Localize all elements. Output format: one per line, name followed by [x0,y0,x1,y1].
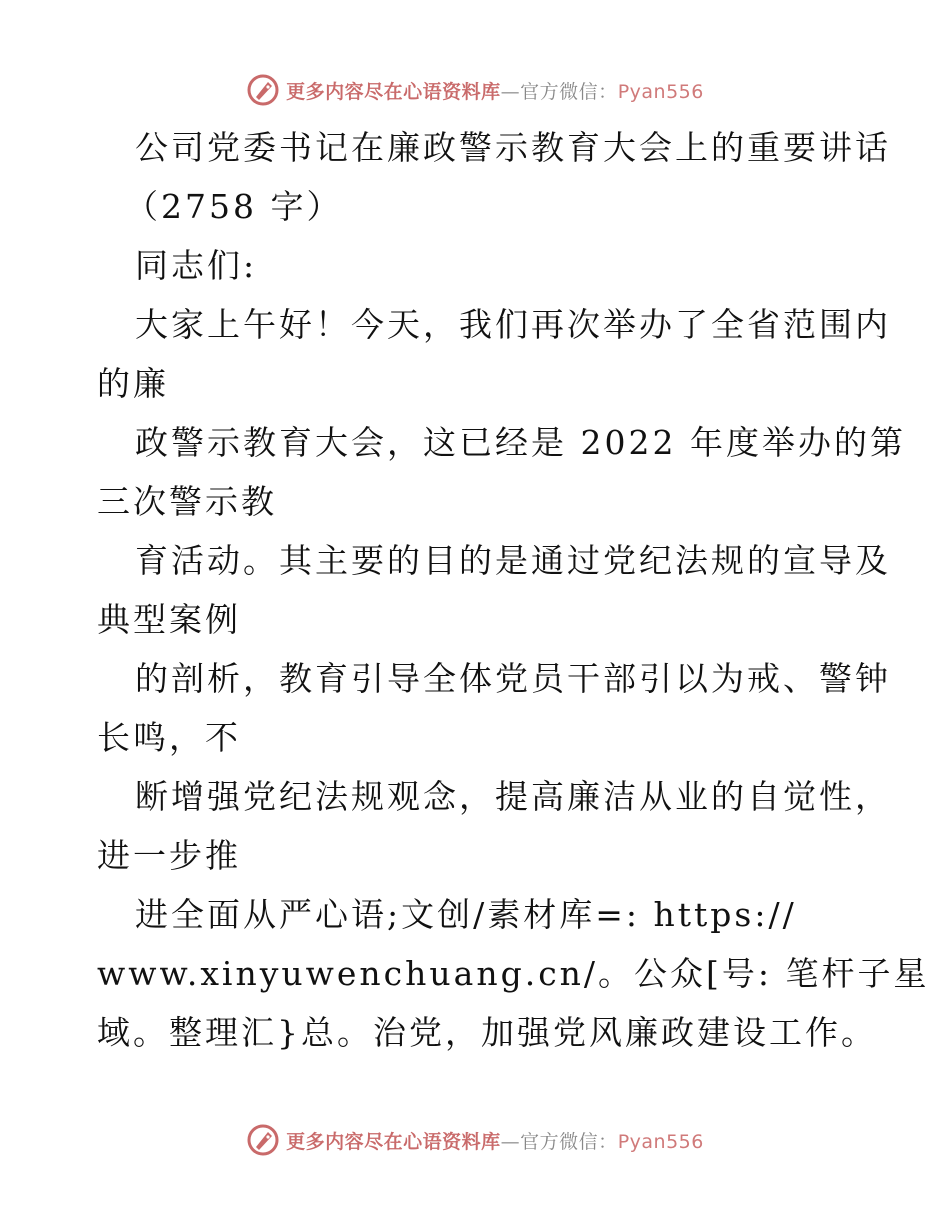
body-line: 典型案例 [97,600,241,639]
salutation: 同志们: [135,246,258,285]
pen-nib-logo-icon [246,1123,280,1157]
document-title: 公司党委书记在廉政警示教育大会上的重要讲话 [135,128,891,167]
body-line: 域。整理汇}总。治党，加强党风廉政建设工作。 [97,1013,877,1052]
body-line: 断增强党纪法规观念，提高廉洁从业的自觉性， [135,777,891,816]
body-line: 的剖析，教育引导全体党员干部引以为戒、警钟 [135,659,891,698]
body-line: 进一步推 [97,836,241,875]
watermark-footer [0,1120,950,1160]
watermark-title: 更多内容尽在心语资料库 [286,80,501,103]
body-line: 进全面从严心语;文创/素材库=: https:// [135,895,797,934]
watermark-official-label: 官方微信： [520,1130,618,1153]
body-line: 的廉 [97,364,169,403]
body-line: 政警示教育大会，这已经是 2022 年度举办的第 [135,423,906,462]
watermark-dash: — [500,80,521,103]
pen-nib-logo-icon [246,73,280,107]
watermark-wechat-id: Pyan556 [617,80,704,103]
document-body [0,118,950,1062]
body-line: 三次警示教 [97,482,277,521]
body-line: 长鸣，不 [97,718,241,757]
watermark-title: 更多内容尽在心语资料库 [286,1130,501,1153]
word-count: （2758 字） [125,187,343,226]
body-line: www.xinyuwenchuang.cn/。公众[号: 笔杆子星 [97,954,930,993]
body-line: 育活动。其主要的目的是通过党纪法规的宣导及 [135,541,891,580]
body-line: 大家上午好！今天，我们再次举办了全省范围内 [135,305,891,344]
watermark-header [0,70,950,110]
watermark-wechat-id: Pyan556 [617,1130,704,1153]
watermark-dash: — [500,1130,521,1153]
watermark-official-label: 官方微信： [520,80,618,103]
